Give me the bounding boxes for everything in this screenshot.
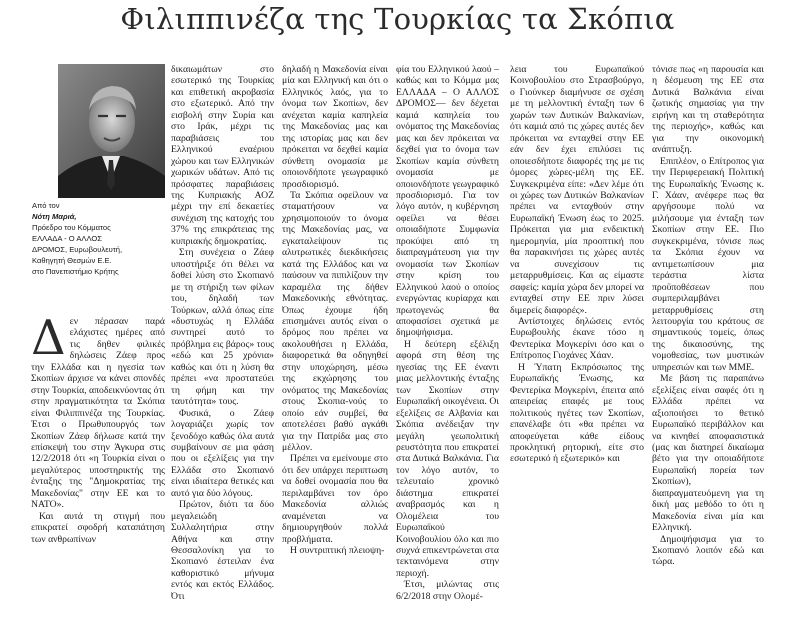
article-column-3 [282,64,388,620]
author-photo [58,64,165,198]
author-role-5: στο Πανεπιστήμιο Κρήτης [32,267,119,276]
paragraph: Με βάση τις παραπάνω εξελίξεις είναι σαφές ότι η Ελλάδα πρέπει να αξιοποιήσει το θετικό Ευρωπαϊκό περιβάλλον και να κινηθεί αποφασιστικά (μας και διατηρεί δικαίωμα βέτο για την οποιαδήποτε Ευρωπαϊκή πορεία των Σκοπίων), διαπραγματευόμενη για τη δική μας μεθόδο το ότι η Μακεδονία είναι μία και Ελληνική. [652,373,764,534]
paragraph: Αντίστοιχες δηλώσεις εντός Ευρωβουλής έκανε τόσο η Φεντερίκα Μογκερίνι όσο και ο Επίτροπος Γιοχάνες Χάαν. [510,315,644,362]
paragraph: Δημοψήφισμα για το Σκοπιανό λοιπόν εδώ και τώρα. [652,533,764,568]
article-column-4 [396,64,499,620]
author-portrait-image [58,64,165,198]
author-role-2: ΕΛΛΑΔΑ - Ο ΑΛΛΟΣ [32,234,102,243]
article-column-5 [510,64,644,620]
paragraph: Η Ύπατη Εκπρόσωπος της Ευρωπαϊκής Ένωσης, κα Φεντερίκα Μογκερίνι, έπειτα από απειρείας επαφές με τους πολιτικούς ηγέτες των Σκοπίων, επανέλαβε ότι «θα πρέπει να αποφεύγεται κάθε είδους προκλητική ρητορική, είτε στο εσωτερικό ή εξωτερικό» και [510,361,644,465]
article-column-1 [31,316,165,619]
paragraph: Φυσικά, ο Ζάεφ λογαριάζει χωρίς τον ξενοδόχο καθώς όλα αυτά συμβαίνουν σε μια φάση που οι εξελίξεις για την Ελλάδα στο Σκοπιανό είναι ιδιαίτερα θετικές και αυτό για δύο λόγους. [171,407,274,499]
paragraph: Επιπλέον, ο Επίτροπος για την Περιφερειακή Πολιτική της Ευρωπαϊκής Ένωσης κ. Γ. Χάαν, ανέφερε πως θα αργήσουμε πολύ να μιλήσουμε για ένταξη των Σκοπίων στην ΕΕ. Πιο συγκεκριμένα, τόνισε πως τα Σκόπια έχουν να αντιμετωπίσουν μια τεράστια λίστα προϋποθέσεων που συμπεριλαμβάνει μεταρρυθμίσεις στη λειτουργία του κράτους σε σημαντικούς τομείς, όπως της δικαιοσύνης, της νομοθεσίας, των μυστικών υπηρεσιών και των ΜΜΕ. [652,155,764,373]
paragraph: φία του Ελληνικού λαού –καθώς και το Κόμμα μας ΕΛΛΑΔΑ – Ο ΑΛΛΟΣ ΔΡΟΜΟΣ— δεν δέχεται καμιά καπηλεία του ονόματος της Μακεδονίας μας και δεν πρόκειται να δεχθεί για το όνομα των Σκοπίων καμία σύνθετη ονομασία με οποιονδήποτε γεωγραφικό προσδιορισμό. Για τον λόγο αυτόν, η κυβέρνηση οφείλει να θέσει οποιαδήποτε Συμφωνία προκύψει από τη διαπραγμάτευση για την ονομασία των Σκοπίων στην κρίση του Ελληνικού λαού ο οποίος ενεργώντας κυρίαρχα και πρωτογενώς θα αποφασίσει σχετικά με δημοψήφισμα. [396,64,499,339]
author-role-4: Καθηγητή Θεσμών Ε.Ε. [32,256,112,265]
paragraph: Η συντριπτική πλειοψη- [290,545,385,557]
paragraph: λεια του Ευρωπαϊκού Κοινοβουλίου στο Στρασβούργο, ο Γιούνκερ διαμήνυσε σε σχέση με τη μελλοντική ένταξη των 6 χωρών των Δυτικών Βαλκανίων, ότι καμιά από τις χώρες αυτές δεν πρόκειται να ενταχθεί στην ΕΕ εάν δεν έχει επιλύσει τις οποιεσδήποτε διαφορές της με τις όμορες χώρες-μέλη της ΕΕ. Συγκεκριμένα είπε: «Δεν λέμε ότι οι χώρες των Δυτικών Βαλκανίων πρέπει να ενταχθούν στην Ευρωπαϊκή Ένωση έως το 2025. Πρόκειται για μια ενδεικτική ημερομηνία, μία προοπτική που θα παρακινήσει τις χώρες αυτές να συνεχίσουν τις μεταρρυθμίσεις. Και ας είμαστε σαφείς: καμία χώρα δεν μπορεί να ενταχθεί στην ΕΕ πριν λύσει διμερείς διαφορές». [510,64,644,316]
paragraph: Πρέπει να εμείνουμε στο ότι δεν υπάρχει περιπτωση να δοθεί ονομασία που θα περιλαμβάνει τον όρο Μακεδονία αλλιώς αναμένεται να δημιουργηθούν πολλά προβλήματα. [282,453,388,545]
paragraph: Πρώτον, διότι τα δύο μεγαλειώδη Συλλαλητήρια στην Αθήνα και στην Θεσσαλονίκη για το Σκοπιανό έστειλαν ένα καθοριστικό μήνυμα εντός και εκτός Ελλάδος. Ότι [171,499,274,602]
paragraph: Έτσι, μιλώντας στις 6/2/2018 στην Ολομέ- [396,579,499,602]
article-column-2 [171,64,274,620]
paragraph: Η δεύτερη εξέλιξη αφορά στη θέση της ηγεσίας της ΕΕ έναντι μιας μελλοντικής ένταξης των Σκοπίων στην Ευρωπαϊκή οικογένεια. Οι εξελίξεις σε Αλβανία και Σκόπια ανέδειξαν την μεγάλη γεωπολιτική ρευστότητα που επικρατεί στα Δυτικά Βαλκάνια. Για τον λόγο αυτόν, το τελευταίο χρονικό διάστημα επικρατεί αναβρασμός και η Ολομέλεια του Ευρωπαϊκού Κοινοβουλίου όλο και πιο συχνά επικεντρώνεται στα τεκταινόμενα στην περιοχή. [396,338,499,579]
paragraph: εν πέρασαν παρά ελάχιστες ημέρες από τις δηθεν φιλικές δηλώσεις Ζάεφ προς την Ελλάδα και η ηγεσία των Σκοπίων άρχισε να κάνει σπονδές στην Τουρκία, αποδεικνύοντας ότι στην πραγματικότητα τα Σκόπια είναι Φιλιππινέζα της Τουρκίας. Έτσι ο Πρωθυπουργός των Σκοπίων Ζάεφ δήλωσε κατά την επίσκεψή του στην Άγκυρα στις 12/2/2018 ότι «η Τουρκία είναι ο μεγαλύτερος υποστηρικτής της ένταξης της "Δημοκρατίας της Μακεδονίας" στην ΕΕ και το ΝΑΤΟ». [31,316,165,511]
article-title: Φιλιππινέζα της Τουρκίας τα Σκόπια [120,2,675,36]
paragraph: Και αυτά τη στιγμή που επικρατεί σφοδρή καταπάτηση των ανθρωπίνων [31,510,165,545]
paragraph: δηλαδή η Μακεδονία είναι μία και Ελληνική και ότι ο Ελληνικός λαός, για το όνομα των Σκοπίων, δεν ανέχεται καμία καπηλεία της Μακεδονίας μας και της ιστορίας μας και δεν πρόκειται να δεχθεί καμία σύνθετη ονομασία με οποιονδήποτε γεωγραφικό προσδιορισμό. [282,64,388,190]
paragraph: Τα Σκόπια οφείλουν να σταματήσουν να χρησιμοποιούν το όνομα της Μακεδονίας μας, να εγκαταλείψουν τις αλυτρωτικές διεκδικήσεις κατά της Ελλάδος και να παύσουν να πιπιλίζουν την καραμέλα της δήθεν Μακεδονικής εθνότητας. Όπως έχουμε ήδη επισημάνει αυτός είναι ο δρόμος που πρέπει να ακολουθήσει η Ελλάδα, διαφορετικά θα οδηγηθεί στην υποχώρηση, μέσω της εκχώρησης του ονόματος της Μακεδονίας στους Σκοπια-νούς το οποίο εάν συμβεί, θα αποτελέσει βαθύ αγκάθι για την Πατρίδα μας στο μέλλον. [282,189,388,453]
article-column-6 [652,64,764,620]
drop-cap: Δ [31,316,66,366]
paragraph: τόνισε πως «η παρουσία και η δέσμευση της ΕΕ στα Δυτικά Βαλκάνια είναι ζωτικής σημασίας για την ειρήνη και τη σταθερότητα της περιοχής», καθώς και για την οικονομική ανάπτυξη. [652,64,764,156]
author-role-1: Πρόεδρο του Κόμματος [32,223,111,232]
author-name: Νότη Μαριά, [32,212,77,221]
paragraph: δικαιωμάτων στο εσωτερικό της Τουρκίας και επιθετική ακροβασία στο εξωτερικό. Από την εισβολή στην Συρία και στο Ιράκ, μέχρι τις παραβιάσεις του Ελληνικού εναέριου χώρου και των Ελληνικών χωρικών υδάτων. Από τις πρόσφατες παραβιάσεις της Κυπριακής ΑΟΖ μέχρι την επί δεκαετίες συνέχιση της κατοχής του 37% της επικράτειας της κυπριακής δημοκρατίας. [171,64,274,247]
author-byline [32,200,166,277]
author-from: Από τον [32,201,60,210]
paragraph: Στη συνέχεια ο Ζάεφ υποστήριξε ότι θέλει να δοθεί λύση στο Σκοπιανό με τη στήριξη των φίλων του, δηλαδή των Τούρκων, αλλά όπως είπε «δυστυχώς η Ελλάδα συντηρεί αυτό το πρόβλημα εις βάρος» τους «εδώ και 25 χρόνια» καθώς και ότι η λύση θα πρέπει «να προστατεύει τη φήμη και την ταυτότητα» τους. [171,247,274,408]
author-role-3: ΔΡΟΜΟΣ, Ευρωβουλευτή, [32,245,123,254]
